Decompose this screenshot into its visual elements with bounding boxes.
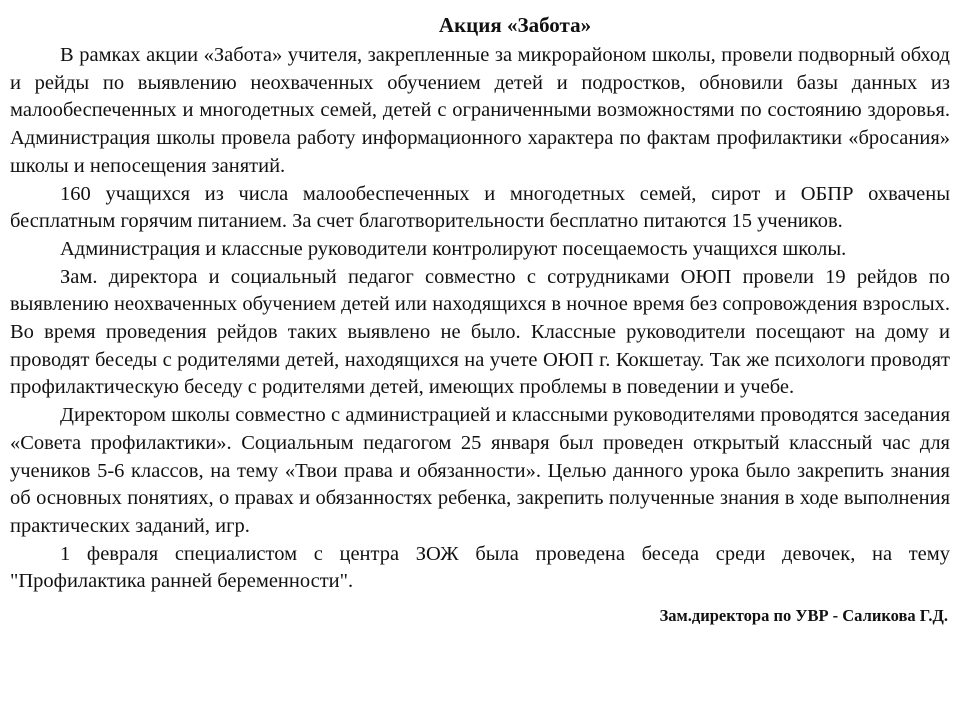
paragraph-zabota-action: В рамках акции «Забота» учителя, закрепленные за микрорайоном школы, провели подворный обход и рейды по выявлению неохваченных обучением детей и подростков, обновили базы данных из малообеспеченных и многодетных семей, детей с ограниченными возможностями по состоянию здоровья. Администрация школы провела работу информационного характера по фактам профилактики «бросания» школы и непосещения занятий. (10, 44, 950, 177)
paragraph-prevention-council: Директором школы совместно с администрацией и классными руководителями проводятся заседания «Совета профилактики». Социальным педагогом 25 января был проведен открытый классный час для учеников 5-6 классов, на тему «Твои права и обязанности». Целью данного урока было закрепить знания об основных понятиях, о правах и обязанностях ребенка, закрепить полученные знания в ходе выполнения практических заданий, игр. (10, 404, 950, 537)
paragraph-hot-meals: 160 учащихся из числа малообеспеченных и многодетных семей, сирот и ОБПР охвачены бесплатным горячим питанием. За счет благотворительности бесплатно питаются 15 учеников. (10, 182, 950, 233)
document-page (10, 4, 950, 628)
paragraph-health-talk: 1 февраля специалистом с центра ЗОЖ была проведена беседа среди девочек, на тему "Профилактика ранней беременности". (10, 542, 950, 593)
paragraph-raids: Зам. директора и социальный педагог совместно с сотрудниками ОЮП провели 19 рейдов по выявлению неохваченных обучением детей или находящихся в ночное время без сопровождения взрослых. Во время проведения рейдов таких выявлено не было. Классные руководители посещают на дому и проводят беседы с родителями детей, находящихся на учете ОЮП г. Кокшетау. Так же психологи проводят профилактическую беседу с родителями детей, имеющих проблемы в поведении и учебе. (10, 265, 950, 399)
paragraph-attendance-control: Администрация и классные руководители контролируют посещаемость учащихся школы. (60, 237, 847, 260)
document-signature: Зам.директора по УВР - Саликова Г.Д. (659, 606, 948, 626)
document-title: Акция «Забота» (438, 13, 592, 37)
